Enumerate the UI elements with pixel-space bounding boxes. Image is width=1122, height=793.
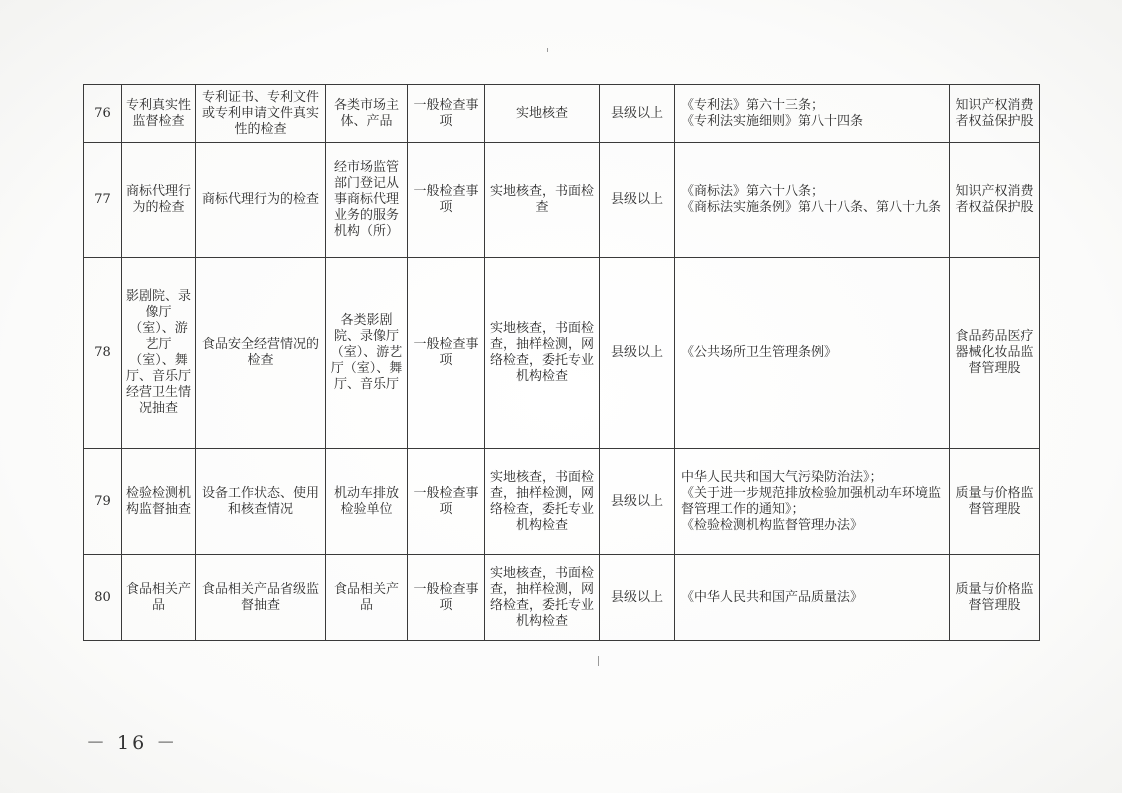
item-type: 一般检查事项 (408, 85, 485, 143)
inspection-content: 商标代理行为的检查 (196, 143, 326, 258)
legal-basis (675, 258, 950, 449)
inspection-level: 县级以上 (600, 85, 675, 143)
inspection-method: 实地核查 (485, 85, 600, 143)
item-type: 一般检查事项 (408, 449, 485, 555)
inspection-object: 经市场监管部门登记从事商标代理业务的服务机构（所） (326, 143, 408, 258)
scan-mark (598, 656, 599, 666)
row-number: 76 (84, 85, 122, 143)
page-number: － 16 － (86, 732, 179, 754)
inspection-content: 设备工作状态、使用和核查情况 (196, 449, 326, 555)
inspection-method: 实地核查，书面检查 (485, 143, 600, 258)
inspection-object: 各类市场主体、产品 (326, 85, 408, 143)
row-number: 80 (84, 555, 122, 641)
row-number: 78 (84, 258, 122, 449)
legal-basis-line: 《商标法》第六十八条； (681, 184, 825, 199)
inspection-method: 实地核查，书面检查，抽样检测，网络检查，委托专业机构检查 (485, 555, 600, 641)
legal-basis-line: 《关于进一步规范排放检验加强机动车环境监督管理工作的通知》； (681, 485, 942, 517)
inspection-level: 县级以上 (600, 555, 675, 641)
legal-basis-line: 《商标法实施条例》第八十八条、第八十九条 (681, 200, 942, 215)
item-type: 一般检查事项 (408, 555, 485, 641)
responsible-dept: 食品药品医疗器械化妆品监督管理股 (950, 258, 1040, 449)
responsible-dept: 知识产权消费者权益保护股 (950, 85, 1040, 143)
table-row (84, 85, 1040, 143)
inspection-level: 县级以上 (600, 258, 675, 449)
legal-basis (675, 143, 950, 258)
table-row (84, 143, 1040, 258)
legal-basis-line: 《专利法》第六十三条； (681, 97, 825, 113)
inspection-object: 食品相关产品 (326, 555, 408, 641)
item-name: 专利真实性监督检查 (122, 85, 196, 143)
legal-basis-line: 《公共场所卫生管理条例》 (681, 345, 838, 360)
legal-basis-line: 《检验检测机构监督管理办法》 (681, 517, 864, 533)
inspection-object: 机动车排放检验单位 (326, 449, 408, 555)
legal-basis-line: 《专利法实施细则》第八十四条 (681, 113, 864, 129)
inspection-method: 实地核查，书面检查，抽样检测，网络检查，委托专业机构检查 (485, 258, 600, 449)
table-row (84, 258, 1040, 449)
inspection-object: 各类影剧院、录像厅（室）、游艺厅（室）、舞厅、音乐厅 (326, 258, 408, 449)
legal-basis-line: 《中华人民共和国产品质量法》 (681, 589, 864, 605)
inspection-level: 县级以上 (600, 143, 675, 258)
responsible-dept: 质量与价格监督管理股 (950, 555, 1040, 641)
item-type: 一般检查事项 (408, 143, 485, 258)
legal-basis-line: 中华人民共和国大气污染防治法》； (681, 469, 883, 485)
legal-basis (675, 449, 950, 555)
row-number: 79 (84, 449, 122, 555)
inspection-content: 食品安全经营情况的检查 (196, 258, 326, 449)
row-number: 77 (84, 143, 122, 258)
item-name: 商标代理行为的检查 (122, 143, 196, 258)
table-row (84, 449, 1040, 555)
item-type: 一般检查事项 (408, 258, 485, 449)
inspection-items-table (83, 84, 1040, 641)
table-row (84, 555, 1040, 641)
responsible-dept: 质量与价格监督管理股 (950, 449, 1040, 555)
inspection-method: 实地核查，书面检查，抽样检测，网络检查，委托专业机构检查 (485, 449, 600, 555)
item-name: 食品相关产品 (122, 555, 196, 641)
legal-basis (675, 85, 950, 143)
item-name: 影剧院、录像厅（室）、游艺厅（室）、舞厅、音乐厅经营卫生情况抽查 (122, 258, 196, 449)
item-name: 检验检测机构监督抽查 (122, 449, 196, 555)
inspection-level: 县级以上 (600, 449, 675, 555)
responsible-dept: 知识产权消费者权益保护股 (950, 143, 1040, 258)
scan-mark (547, 48, 548, 52)
inspection-content: 专利证书、专利文件或专利申请文件真实性的检查 (196, 85, 326, 143)
inspection-content: 食品相关产品省级监督抽查 (196, 555, 326, 641)
legal-basis (675, 555, 950, 641)
